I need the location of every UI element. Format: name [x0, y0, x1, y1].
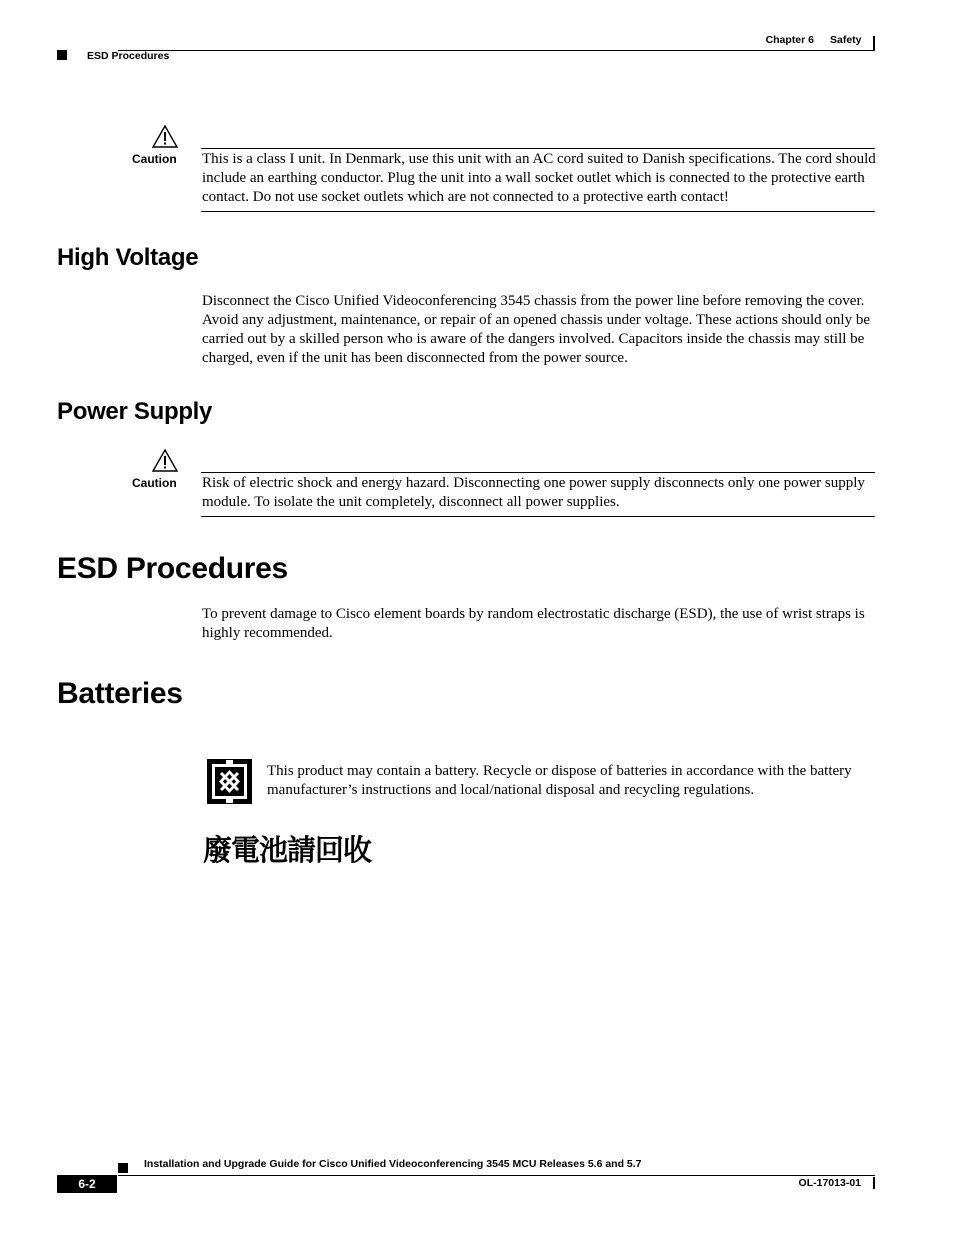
- caution-bottom-rule: [201, 211, 875, 212]
- caution-text: This is a class I unit. In Denmark, use this unit with an AC cord suited to Danish specifications. The cord should include an earthing conductor. Plug the unit into a wall socket outlet which is connected to the protective earth contact. Do not use socket outlets which are not connected to a protective earth contact!: [202, 151, 876, 205]
- footer-rule: [118, 1175, 875, 1176]
- heading-high-voltage: High Voltage: [57, 244, 199, 271]
- footer-rule-vertical: [873, 1177, 875, 1189]
- header-chapter-title: Safety: [830, 34, 862, 46]
- batteries-chinese-text: 廢電池請回收: [203, 835, 372, 867]
- header-marker: [57, 50, 67, 60]
- battery-recycle-icon: [206, 758, 253, 810]
- batteries-text: This product may contain a battery. Recycle or dispose of batteries in accordance with the battery manufacturer’s instructions and local/national disposal and recycling regulations.: [267, 763, 852, 798]
- header-section: ESD Procedures: [87, 50, 170, 62]
- caution-label: Caution: [132, 476, 177, 490]
- caution-top-rule: [201, 472, 875, 473]
- caution-icon: [152, 449, 178, 478]
- footer-marker: [118, 1163, 128, 1173]
- high-voltage-text: Disconnect the Cisco Unified Videoconferencing 3545 chassis from the power line before removing the cover. Avoid any adjustment, maintenance, or repair of an opened chassis under voltage. These actions should only be carried out by a skilled person who is aware of the dangers involved. Capacitors inside the chassis may still be charged, even if the unit has been disconnected from the power source.: [202, 293, 871, 366]
- heading-esd-procedures: ESD Procedures: [57, 552, 288, 585]
- footer-page-number: 6-2: [57, 1175, 117, 1193]
- footer-doc-number: OL-17013-01: [798, 1177, 861, 1189]
- heading-batteries: Batteries: [57, 677, 183, 710]
- caution-text: Risk of electric shock and energy hazard. Disconnecting one power supply disconnects only one power supply module. To isolate the unit completely, disconnect all power supplies.: [202, 475, 865, 510]
- caution-bottom-rule: [201, 516, 875, 517]
- caution-top-rule: [201, 148, 875, 149]
- heading-power-supply: Power Supply: [57, 398, 213, 425]
- caution-icon: [152, 125, 178, 154]
- esd-text: To prevent damage to Cisco element boards by random electrostatic discharge (ESD), the use of wrist straps is highly recommended.: [202, 606, 865, 641]
- caution-label: Caution: [132, 152, 177, 166]
- header-rule-vertical: [873, 36, 875, 51]
- header-chapter: Chapter 6: [765, 34, 814, 46]
- header-rule: [118, 50, 875, 51]
- footer-title: Installation and Upgrade Guide for Cisco Unified Videoconferencing 3545 MCU Releases 5.6 and 5.7: [144, 1158, 642, 1170]
